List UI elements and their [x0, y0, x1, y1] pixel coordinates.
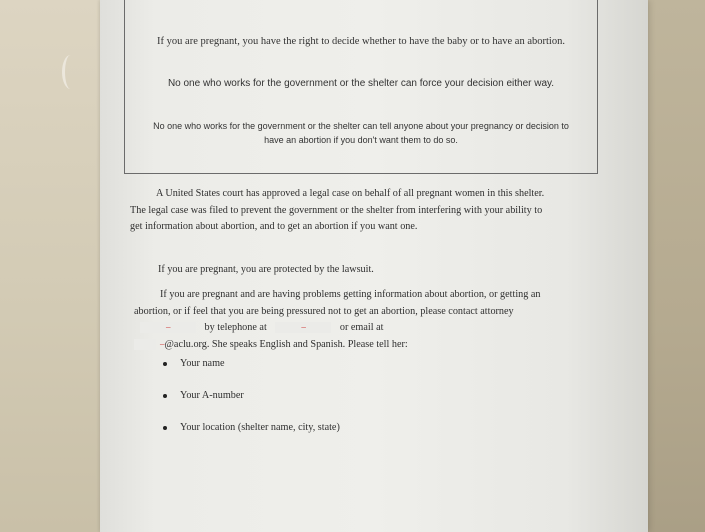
- bullet-text: Your name: [180, 358, 225, 369]
- redacted-attorney-name: [140, 322, 196, 333]
- redacted-email-user: [134, 339, 156, 350]
- notice-line-1: If you are pregnant, you have the right to decide whether to have the baby or to have an abortion.: [157, 36, 565, 47]
- list-item: [160, 358, 340, 390]
- wall-hook: [62, 55, 79, 89]
- bullet-icon: [163, 362, 167, 366]
- bullet-icon: [163, 394, 167, 398]
- notice-line-2: No one who works for the government or the shelter can force your decision either way.: [167, 78, 555, 89]
- contact-text-a: If you are pregnant and are having problems getting information about abortion, or getting an abortion, or if feel that you are being pressured not to get an abortion, please contact attorney: [134, 289, 541, 317]
- paragraph-court-case: [130, 186, 550, 236]
- contact-text-b: by telephone at: [204, 322, 267, 333]
- paragraph-contact: [134, 287, 554, 353]
- redacted-telephone: [275, 322, 331, 333]
- contact-text-c: or email at: [339, 322, 384, 333]
- list-item: [160, 422, 340, 454]
- bullet-list: [160, 358, 340, 454]
- bullet-text: Your location (shelter name, city, state): [180, 422, 340, 433]
- bullet-text: Your A-number: [180, 390, 244, 401]
- paragraph-court-case-text: A United States court has approved a legal case on behalf of all pregnant women in this shelter. The legal case was filed to prevent the government or the shelter from interfering with your ability to get information about abortion, and to get an abortion if you want one.: [130, 188, 545, 232]
- bullet-icon: [163, 426, 167, 430]
- paper-notice: [100, 0, 648, 532]
- contact-text-d: @aclu.org. She speaks English and Spanish. Please tell her:: [164, 338, 408, 350]
- list-item: [160, 390, 340, 422]
- notice-box: [124, 0, 598, 174]
- notice-line-3: No one who works for the government or the shelter can tell anyone about your pregnancy or decision to have an abortion if you don't want them to do so.: [153, 121, 569, 145]
- wall-right: [647, 0, 705, 532]
- paragraph-protected: If you are pregnant, you are protected by the lawsuit.: [158, 264, 374, 275]
